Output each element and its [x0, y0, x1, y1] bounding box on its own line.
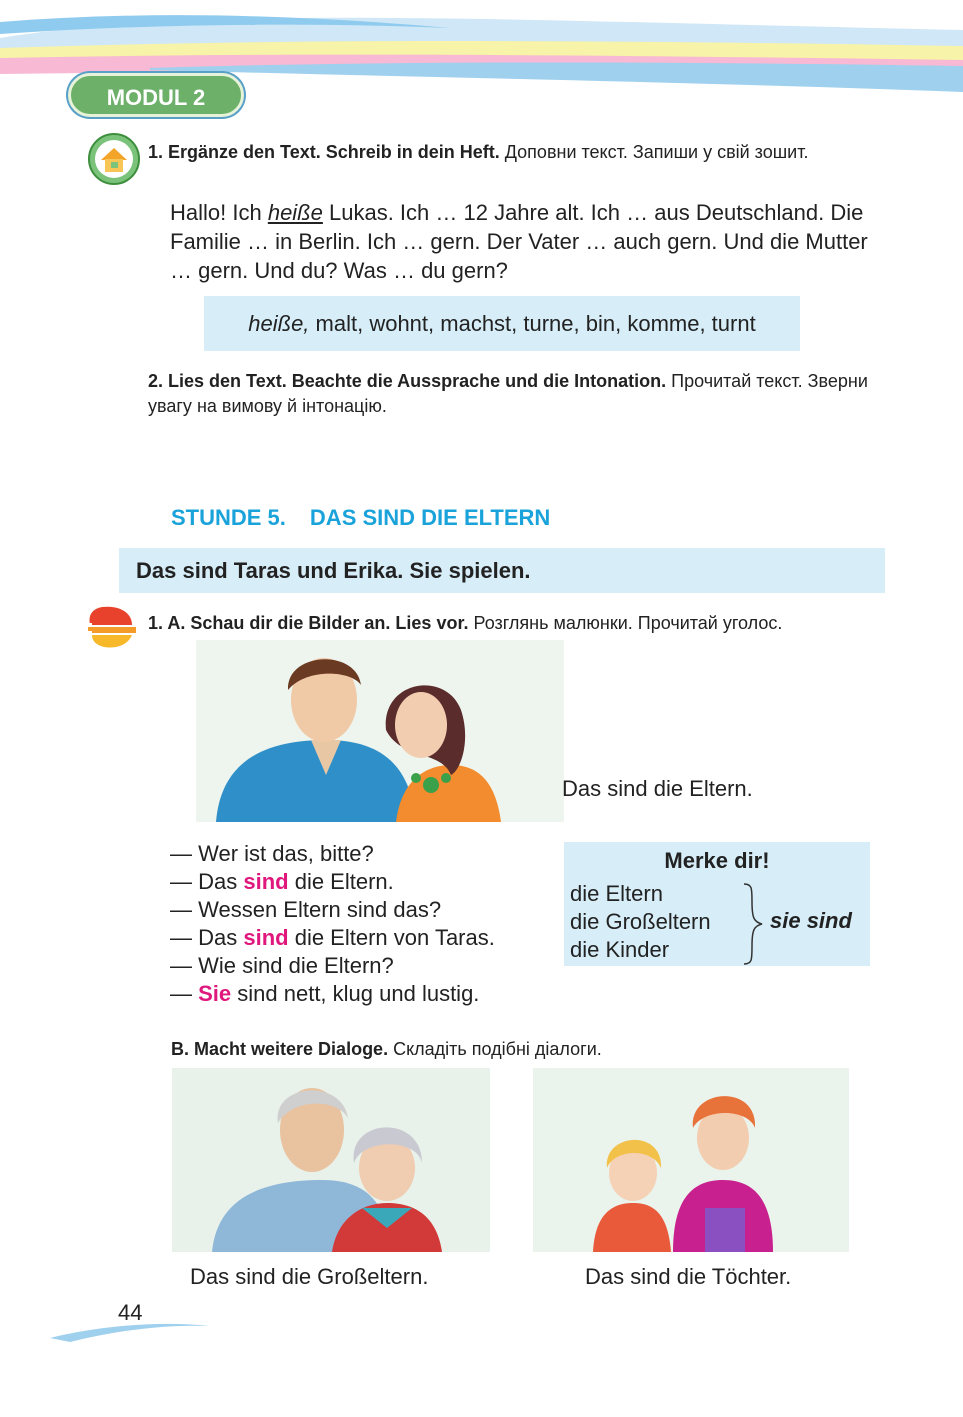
example-word: heiße: [267, 200, 323, 225]
dialog-text: — Wessen Eltern sind das?: [170, 897, 442, 922]
dialog: [170, 840, 495, 1008]
dialog-line: [170, 924, 495, 952]
dialog-line: [170, 868, 495, 896]
dialog-line: [170, 840, 495, 868]
word-bank-rest: malt, wohnt, machst, turne, bin, komme, turnt: [309, 311, 756, 336]
lesson-heading: [171, 505, 574, 531]
merke-box: [564, 842, 870, 966]
dialog-line: [170, 952, 495, 980]
daughters-caption: Das sind die Töchter.: [585, 1264, 792, 1289]
curly-brace-icon: [742, 882, 764, 966]
grandparents-illustration: [172, 1068, 490, 1252]
dialog-highlight: sind: [243, 925, 289, 950]
dialog-text: — Das: [170, 925, 244, 950]
text-segment: Lukas. Ich … 12 Jahre alt. Ich … aus Deutschland. Die Familie … in Berlin. Ich … gern. Der Vater … auch gern. Und die Mutter … gern. Und du? Was … du gern?: [170, 200, 868, 283]
word-bank: [204, 296, 800, 351]
merke-item: die Eltern: [570, 881, 663, 906]
task1-title-de: Ergänze den Text. Schreib in dein Heft.: [168, 142, 500, 162]
task1-title-uk: Доповни текст. Запиши у свій зошит.: [504, 142, 809, 162]
exercise1-instruction: [148, 611, 893, 636]
task1-number: 1.: [148, 142, 164, 162]
exercise1-title-uk: Розглянь малюнки. Прочитай уголос.: [473, 613, 783, 633]
daughters-illustration: [533, 1068, 849, 1252]
exerciseB-title-de: Macht weitere Dialoge.: [194, 1039, 389, 1059]
exerciseB-title-uk: Складіть подібні діалоги.: [393, 1039, 602, 1059]
module-badge: MODUL 2: [68, 73, 244, 117]
grandparents-caption: Das sind die Großeltern.: [190, 1264, 429, 1289]
merke-items: [570, 880, 711, 964]
dialog-highlight: sind: [243, 869, 289, 894]
task1-text: [170, 198, 886, 285]
parents-caption: Das sind die Eltern.: [562, 776, 753, 801]
dialog-text: — Das: [170, 869, 244, 894]
merke-item: die Großeltern: [570, 909, 711, 934]
dialog-line: [170, 980, 495, 1008]
dialog-line: [170, 896, 495, 924]
task1-instruction: [148, 140, 888, 165]
dialog-text: die Eltern von Taras.: [288, 925, 495, 950]
text-segment: Hallo! Ich: [170, 200, 268, 225]
task2-instruction: [148, 369, 888, 419]
exercise1-label: 1. A.: [148, 613, 186, 633]
task2-title-de: Lies den Text. Beachte die Aussprache und die Intonation.: [168, 371, 667, 391]
listen-read-icon: [80, 605, 138, 649]
footer-wave: [50, 1318, 210, 1348]
exerciseB-instruction: [171, 1037, 602, 1062]
dialog-text: sind nett, klug und lustig.: [231, 981, 480, 1006]
dialog-text: — Wer ist das, bitte?: [170, 841, 374, 866]
merke-item: die Kinder: [570, 937, 670, 962]
exerciseB-label: B.: [171, 1039, 189, 1059]
dialog-text: — Wie sind die Eltern?: [170, 953, 394, 978]
dialog-text: —: [170, 981, 199, 1006]
lesson-title: DAS SIND DIE ELTERN: [309, 505, 551, 530]
lesson-subtitle: Das sind Taras und Erika. Sie spielen.: [119, 548, 885, 593]
merke-title: Merke dir!: [664, 848, 770, 873]
task2-number: 2.: [148, 371, 164, 391]
dialog-highlight: Sie: [198, 981, 232, 1006]
page-number: 44: [118, 1300, 143, 1325]
lesson-number: STUNDE 5.: [171, 505, 286, 530]
task2-title-uk: Прочитай текст. Зверни увагу на вимову й інтонацію.: [148, 371, 868, 416]
merke-result: sie sind: [770, 908, 852, 933]
home-icon: [88, 133, 140, 185]
word-bank-first: heiße,: [248, 311, 310, 336]
dialog-text: die Eltern.: [288, 869, 394, 894]
exercise1-title-de: Schau dir die Bilder an. Lies vor.: [190, 613, 469, 633]
parents-illustration: [196, 640, 564, 822]
